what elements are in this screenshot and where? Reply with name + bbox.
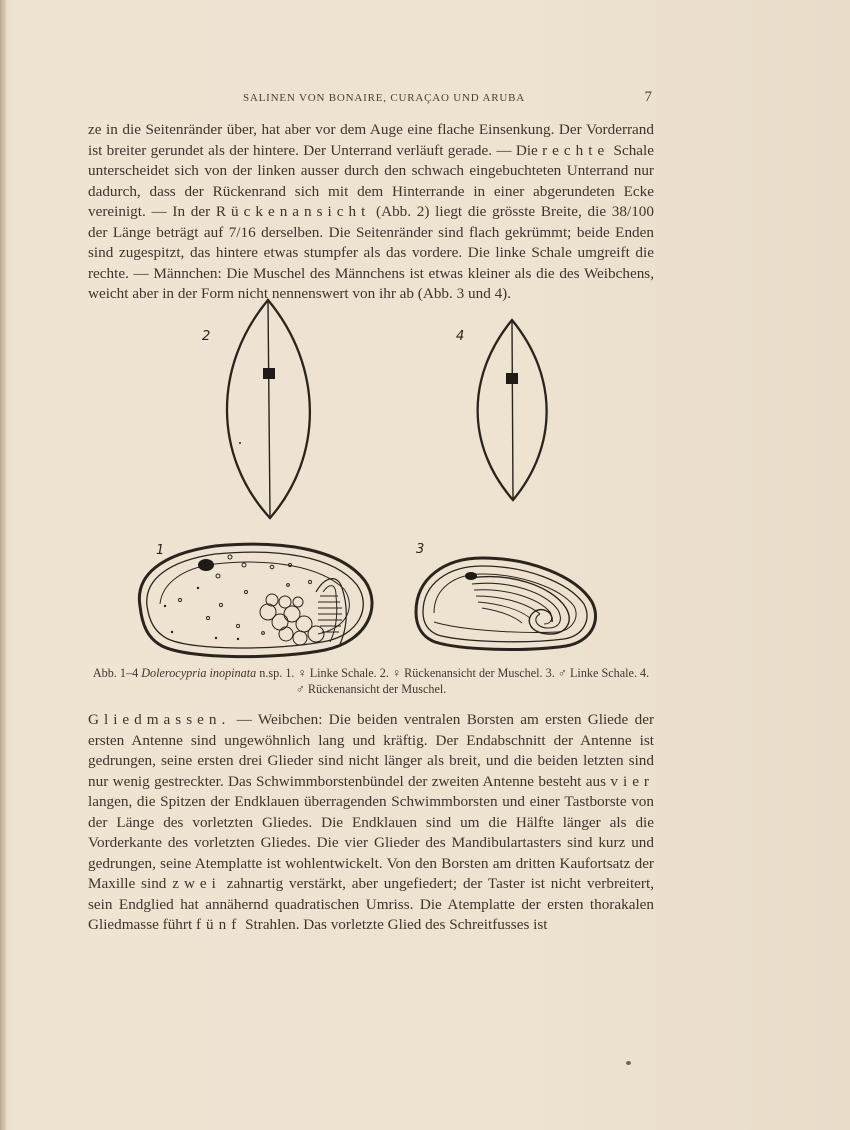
emphasis-rechte: rechte bbox=[542, 141, 610, 159]
ink-speck bbox=[626, 1061, 631, 1065]
page-header bbox=[88, 90, 654, 110]
figure-1-left-valve-female bbox=[139, 544, 372, 656]
emphasis-zwei: zwei bbox=[172, 875, 221, 892]
emphasis-vier: vier bbox=[610, 772, 654, 790]
paragraph-gliedmassen bbox=[88, 710, 654, 936]
figure-label-3: 3 bbox=[416, 542, 425, 557]
figure-caption bbox=[88, 665, 654, 697]
figure-label-1: 1 bbox=[156, 543, 165, 558]
text-run: langen, die Spitzen der Endklauen überragenden Schwimmborsten und einer Tastborste von der Länge des vorletzten Gliedes. Die Endklauen sind um die Hälfte länger als die Vorderkante des vorletzten Gliedes. Die vier Glieder des Mandibulartasters sind kurz und gedrungen, seine Atemplatte ist wohlentwickelt. Von den Borsten am dritten Kaufortsatz der Maxille sind bbox=[88, 793, 654, 892]
emphasis-fuenf: fünf bbox=[195, 916, 242, 933]
text-run: ze in die Seitenränder über, hat aber vor dem Auge eine flache Einsenkung. Der Vorderrand ist breiter gerundet als der hintere. Der Unterrand verläuft gerade. — Die bbox=[88, 121, 654, 159]
figure-label-2: 2 bbox=[202, 329, 211, 344]
emphasis-rueckenansicht: Rückenansicht bbox=[215, 203, 371, 220]
figure-2-dorsal-female bbox=[227, 300, 310, 518]
text-run: — Weibchen: Die beiden ventralen Borsten am ersten Gliede der ersten Antenne sind ungewöhnlich lang und kräftig. Der Endabschnitt der Antenne ist gedrungen, seine ersten drei Glieder sind nicht länger als breit, und die beiden letzten sind nur wenig gestreckter. Das Schwimmborstenbündel der zweiten Antenne besteht aus bbox=[88, 711, 654, 790]
paragraph-shell-description bbox=[88, 120, 654, 305]
emphasis-gliedmassen: Gliedmassen. bbox=[88, 711, 231, 728]
text-run: Strahlen. Das vorletzte Glied des Schreitfusses ist bbox=[241, 916, 548, 933]
caption-text: n.sp. 1. ♀ Linke Schale. 2. ♀ Rückenansicht der Muschel. 3. ♂ Linke Schale. 4. ♂ Rückenansicht der Muschel. bbox=[256, 666, 650, 696]
running-head: SALINEN VON BONAIRE, CURAÇAO UND ARUBA bbox=[243, 92, 525, 104]
text-run: Schale unterscheidet sich von der linken ausser durch den schwach eingebuchteten Unterrand nur dadurch, dass der Rückenrand sich mit dem Hinterrande in einer abgerundeten Ecke vereinigt. — In der bbox=[88, 141, 655, 220]
caption-species-name: Dolerocypria inopinata bbox=[141, 666, 257, 680]
text-run: zahnartig verstärkt, aber ungefiedert; der Taster ist nicht verbreitert, sein Endglied hat annähernd quadratischen Umriss. Die Atemplatte der ersten thorakalen Gliedmasse führt bbox=[88, 875, 655, 933]
text-run: (Abb. 2) liegt die grösste Breite, die 38/100 der Länge beträgt auf 7/16 derselben. Die Seitenränder sind flach gekrümmt; beide Enden sind zugespitzt, das hintere etwas stumpfer als das vordere. Die linke Schale umgreift die rechte. — Männchen: Die Muschel des Männchens ist etwas kleiner als die des Weibchens, weicht aber in der Form nicht nennenswert von ihr ab (Abb. 3 und 4). bbox=[88, 203, 654, 302]
figure-3-left-valve-male bbox=[416, 558, 596, 649]
figure-4-dorsal-male bbox=[478, 320, 547, 500]
caption-prefix: Abb. 1–4 bbox=[92, 666, 142, 680]
page-edge bbox=[0, 0, 6, 1130]
figure-shell-drawings bbox=[120, 296, 620, 661]
page-number: 7 bbox=[644, 89, 652, 105]
figure-label-4: 4 bbox=[456, 329, 465, 344]
